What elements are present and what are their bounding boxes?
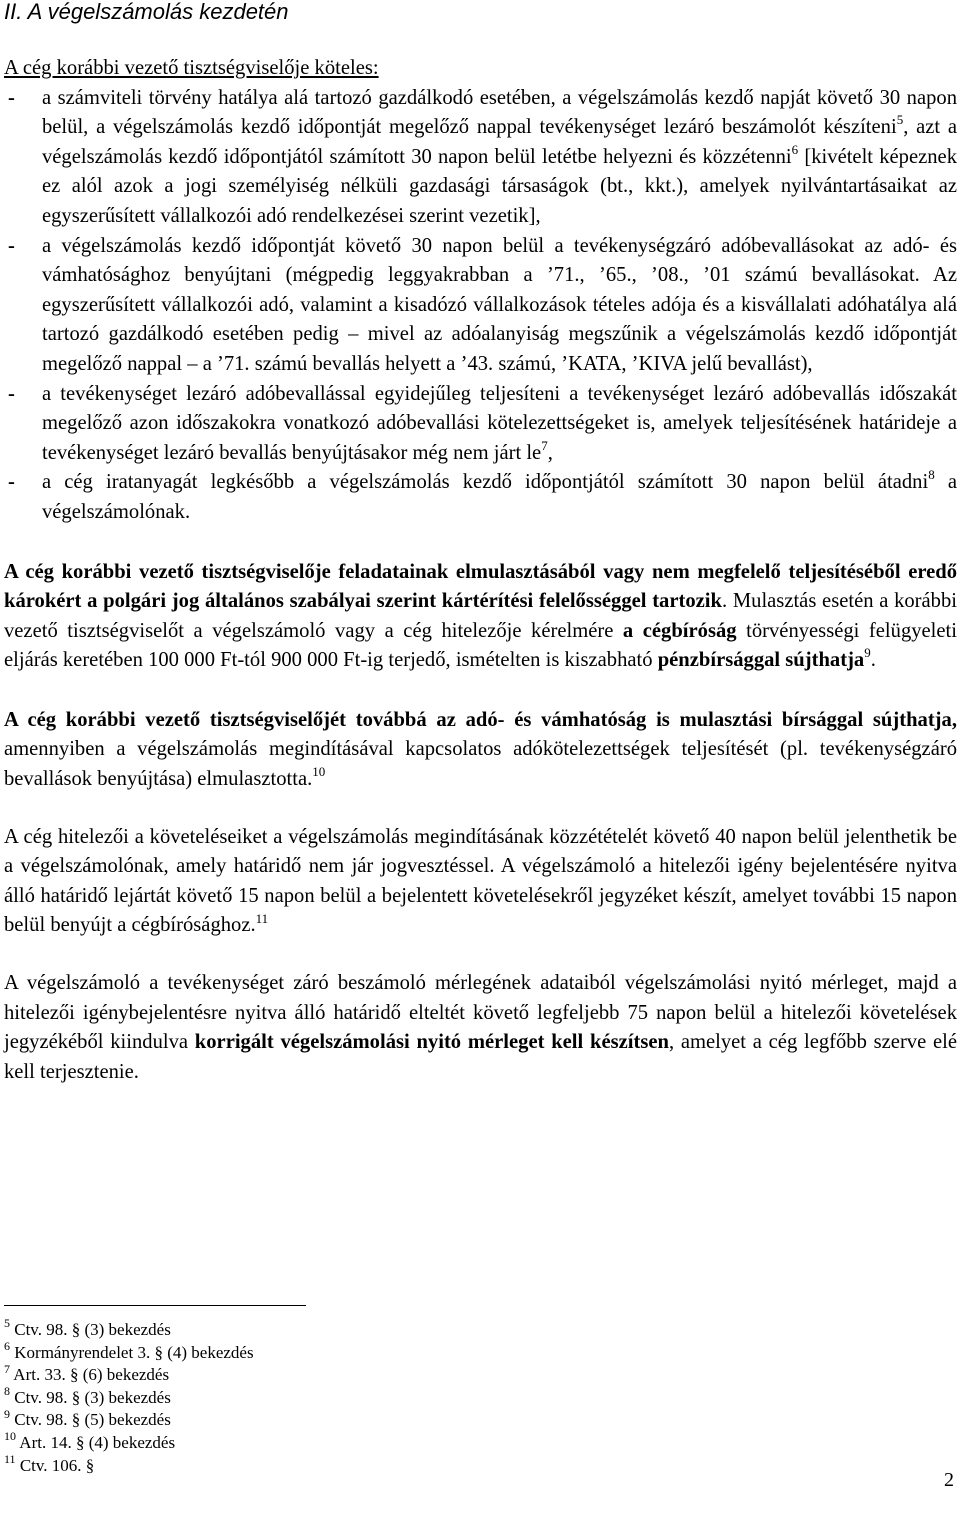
obligations-lead: A cég korábbi vezető tisztségviselője köteles: <box>4 57 379 79</box>
body-text <box>4 54 957 1087</box>
tax-penalty-paragraph: A cég korábbi vezető tisztségviselőjét továbbá az adó- és vámhatóság is mulasztási bírsággal sújthatja, amennyiben a végelszámolás megindításával kapcsolatos adókötelezettségek teljesítését (pl. tevékenységzáró bevallások benyújtása) elmulasztotta.$^{10}$ <box>4 708 957 791</box>
footnote-ref: 8 <box>928 467 935 483</box>
footnote: $^9$ Ctv. 98. § (5) bekezdés <box>4 1406 171 1430</box>
footnote: $^{11}$ Ctv. 106. § <box>4 1451 95 1475</box>
footnote-ref: 11 <box>255 910 269 926</box>
footnote: $^7$ Art. 33. § (6) bekezdés <box>4 1361 170 1385</box>
footnote-ref: 7 <box>541 437 548 453</box>
list-item: - a számviteli törvény hatálya alá tartozó gazdálkodó esetében, a végelszámolás kezdő napját követő 30 napon belül, a végelszámolás kezdő időpontját megelőző nappal tevékenységet lezáró beszámolót készíteni$^5$, azt a végelszámolás kezdő időpontjától számított 30 napon belül letétbe helyezni és közzétenni$^6$ [kivételt képeznek ez alól azok a jogi személyiség nélküli gazdasági társaságok (bt., kkt.), amelyek nyilvántartásaikat az egyszerűsített vállalkozói adó rendelkezései szerint vezetik], <box>4 84 957 232</box>
footnote: $^5$ Ctv. 98. § (3) bekezdés <box>4 1316 171 1339</box>
liability-paragraph: A cég korábbi vezető tisztségviselője feladatainak elmulasztásából vagy nem megfelelő teljesítéséből eredő károkért a polgári jog általános szabályai szerint kártérítési felelősséggel tartozik. Mulasztás esetén a korábbi vezető tisztségviselőt a végelszámoló vagy a cég hitelezője kérelmére a cégbíróság törvényességi felügyeleti eljárás keretében 100 000 Ft-tól 900 000 Ft-ig terjedő, ismételten is kiszabható pénzbírsággal sújthatja$^9$. <box>4 560 957 672</box>
footnote-ref: 5 <box>896 112 904 128</box>
page-number: 2 <box>944 1469 954 1491</box>
list-item: - a tevékenységet lezáró adóbevallással egyidejűleg teljesíteni a tevékenységet lezáró adóbevallás időszakát megelőző azon időszakokra vonatkozó adóbevallási kötelezettségeket is, amelyek teljesítésének határideje a tevékenységet lezáró bevallás benyújtásakor még nem járt $le^7$, <box>4 380 957 469</box>
footnote-separator <box>4 1305 306 1306</box>
footnote: $^8$ Ctv. 98. § (3) bekezdés <box>4 1384 171 1407</box>
footnotes <box>4 1316 254 1477</box>
footnote: $^{10}$ Art. 14. § (4) bekezdés <box>4 1429 176 1452</box>
footnote-ref: 9 <box>864 645 871 661</box>
section-heading: II. A végelszámolás kezdetén <box>4 0 289 24</box>
list-bullet: - <box>8 382 15 405</box>
footnote: $^6$ Kormányrendelet 3. § (4) bekezdés <box>4 1338 254 1362</box>
creditors-paragraph: A cég hitelezői a követeléseiket a végelszámolás megindításának közzétételét követő 40 napon belül jelenthetik be a végelszámolónak, amely határidő nem jár jogvesztéssel. A végelszámoló a hitelezői igény bejelentésére nyitva álló határidő lejártát követő 15 napon belül a bejelentett követelésekről jegyzéket készít, amelyet további 15 napon belül benyújt a cégbírósághoz.$^{11}$ <box>4 825 957 937</box>
list-bullet: - <box>8 234 15 257</box>
footnote-ref: 6 <box>791 141 799 157</box>
list-bullet: - <box>8 471 15 494</box>
footnote-ref: 10 <box>312 764 326 780</box>
opening-balance-paragraph: A végelszámoló a tevékenységet záró beszámoló mérlegének adataiból végelszámolási nyitó mérleget, majd a hitelezői igénybejelentésre nyitva álló határidő elteltét követő legfeljebb 75 napon belül a hitelezői követelések jegyzékéből kiindulva korrigált végelszámolási nyitó mérleget kell készítsen, amelyet a cég legfőbb szerve elé kell terjesztenie. <box>4 972 957 1083</box>
list-bullet: - <box>8 86 15 109</box>
list-item: - a végelszámolás kezdő időpontját követő 30 napon belül a tevékenységzáró adóbevallásokat az adó- és vámhatósághoz benyújtani (mégpedig leggyakrabban a ’71., ’65., ’08., ’01 számú bevallásokat. Az egyszerűsített vállalkozói adó, valamint a kisadózó vállalkozások tételes adója és a kisvállalati adóhatálya alá tartozó gazdálkodó esetében pedig – mivel az adóalanyiság megszűnik a végelszámolás kezdő időpontját megelőző nappal – a ’71. számú bevallás helyett a ’43. számú, ’KATA, ’KIVA jelű bevallást), <box>4 232 957 380</box>
list-item: - a cég iratanyagát legkésőbb a végelszámolás kezdő időpontjától számított 30 napon belül átadni$^8$ a végelszámolónak. <box>8 467 957 523</box>
